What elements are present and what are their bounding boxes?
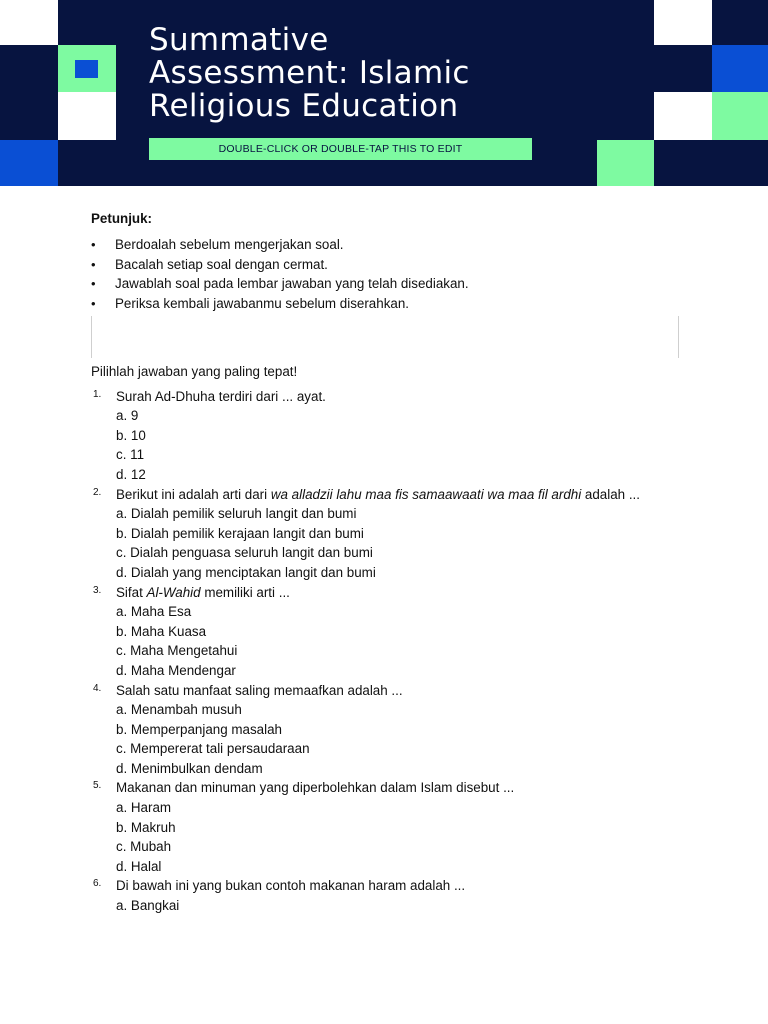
- instructions-section: [91, 209, 691, 313]
- decor-square: [75, 60, 98, 78]
- instructions-title: Petunjuk:: [91, 211, 153, 226]
- question-text: Di bawah ini yang bukan contoh makanan haram adalah ...: [116, 878, 466, 894]
- question-text: Sifat Al-Wahid memiliki arti ...: [116, 584, 290, 600]
- question-item: [91, 583, 691, 681]
- page-title: Summative Assessment: Islamic Religious Education: [149, 22, 470, 124]
- answer-option: d. Dialah yang menciptakan langit dan bumi: [116, 564, 376, 580]
- instruction-item: • Jawablah soal pada lembar jawaban yang telah disediakan.: [91, 274, 691, 294]
- question-number: 3.: [93, 584, 102, 596]
- answer-option: c. Mempererat tali persaudaraan: [116, 741, 310, 757]
- quiz-intro: Pilihlah jawaban yang paling tepat!: [91, 364, 298, 379]
- question-text: Berikut ini adalah arti dari wa alladzii lahu maa fis samaawaati wa maa fil ardhi adalah ...: [116, 486, 641, 502]
- decor-square: [654, 0, 712, 45]
- decor-square: [712, 45, 768, 92]
- question-text: Salah satu manfaat saling memaafkan adalah ...: [116, 682, 403, 698]
- answer-option: a. 9: [116, 408, 139, 424]
- answer-option: b. Memperpanjang masalah: [116, 721, 282, 737]
- answer-option: b. Makruh: [116, 819, 176, 835]
- answer-option: d. Maha Mendengar: [116, 662, 236, 678]
- question-text: Surah Ad-Dhuha terdiri dari ... ayat.: [116, 388, 326, 404]
- answer-option: d. Menimbulkan dendam: [116, 760, 263, 776]
- answer-option: d. Halal: [116, 858, 162, 874]
- instruction-item: • Berdoalah sebelum mengerjakan soal.: [91, 235, 691, 255]
- question-item: [91, 387, 691, 485]
- instructions-list: [91, 235, 691, 313]
- answer-option: a. Menambah musuh: [116, 702, 242, 718]
- quiz-section: [91, 362, 691, 916]
- answer-option: a. Bangkai: [116, 898, 180, 914]
- question-item: [91, 485, 691, 583]
- answer-option: b. Maha Kuasa: [116, 623, 207, 639]
- question-number: 2.: [93, 486, 102, 498]
- arabic-transliteration: wa alladzii lahu maa fis samaawaati wa maa fil ardhi: [270, 486, 582, 502]
- question-number: 5.: [93, 780, 102, 792]
- question-number: 1.: [93, 388, 102, 400]
- question-number: 4.: [93, 682, 102, 694]
- question-item: [91, 778, 691, 876]
- answer-option: c. Maha Mengetahui: [116, 643, 238, 659]
- decor-square: [0, 0, 58, 45]
- question-item: [91, 681, 691, 779]
- answer-option: c. Dialah penguasa seluruh langit dan bumi: [116, 545, 373, 561]
- answer-option: c. Mubah: [116, 839, 172, 855]
- question-item: [91, 876, 691, 915]
- answer-option: b. Dialah pemilik kerajaan langit dan bumi: [116, 525, 364, 541]
- answer-option: a. Dialah pemilik seluruh langit dan bumi: [116, 506, 357, 522]
- instruction-item: • Bacalah setiap soal dengan cermat.: [91, 255, 691, 275]
- answer-option: b. 10: [116, 427, 146, 443]
- answer-option: c. 11: [116, 447, 145, 463]
- empty-text-box[interactable]: [91, 316, 679, 358]
- question-number: 6.: [93, 878, 102, 890]
- answer-option: d. 12: [116, 466, 146, 482]
- instruction-item: • Periksa kembali jawabanmu sebelum diserahkan.: [91, 294, 691, 314]
- decor-square: [597, 140, 654, 186]
- answer-option: a. Maha Esa: [116, 604, 192, 620]
- decor-square: [654, 92, 712, 140]
- edit-hint-bar[interactable]: DOUBLE-CLICK OR DOUBLE-TAP THIS TO EDIT: [149, 138, 532, 160]
- decor-square: [58, 92, 116, 140]
- header-banner: [0, 0, 768, 186]
- decor-square: [0, 140, 58, 186]
- answer-option: a. Haram: [116, 800, 172, 816]
- decor-square: [712, 92, 768, 140]
- question-text: Makanan dan minuman yang diperbolehkan dalam Islam disebut ...: [116, 780, 515, 796]
- attribute-name: Al-Wahid: [146, 584, 201, 600]
